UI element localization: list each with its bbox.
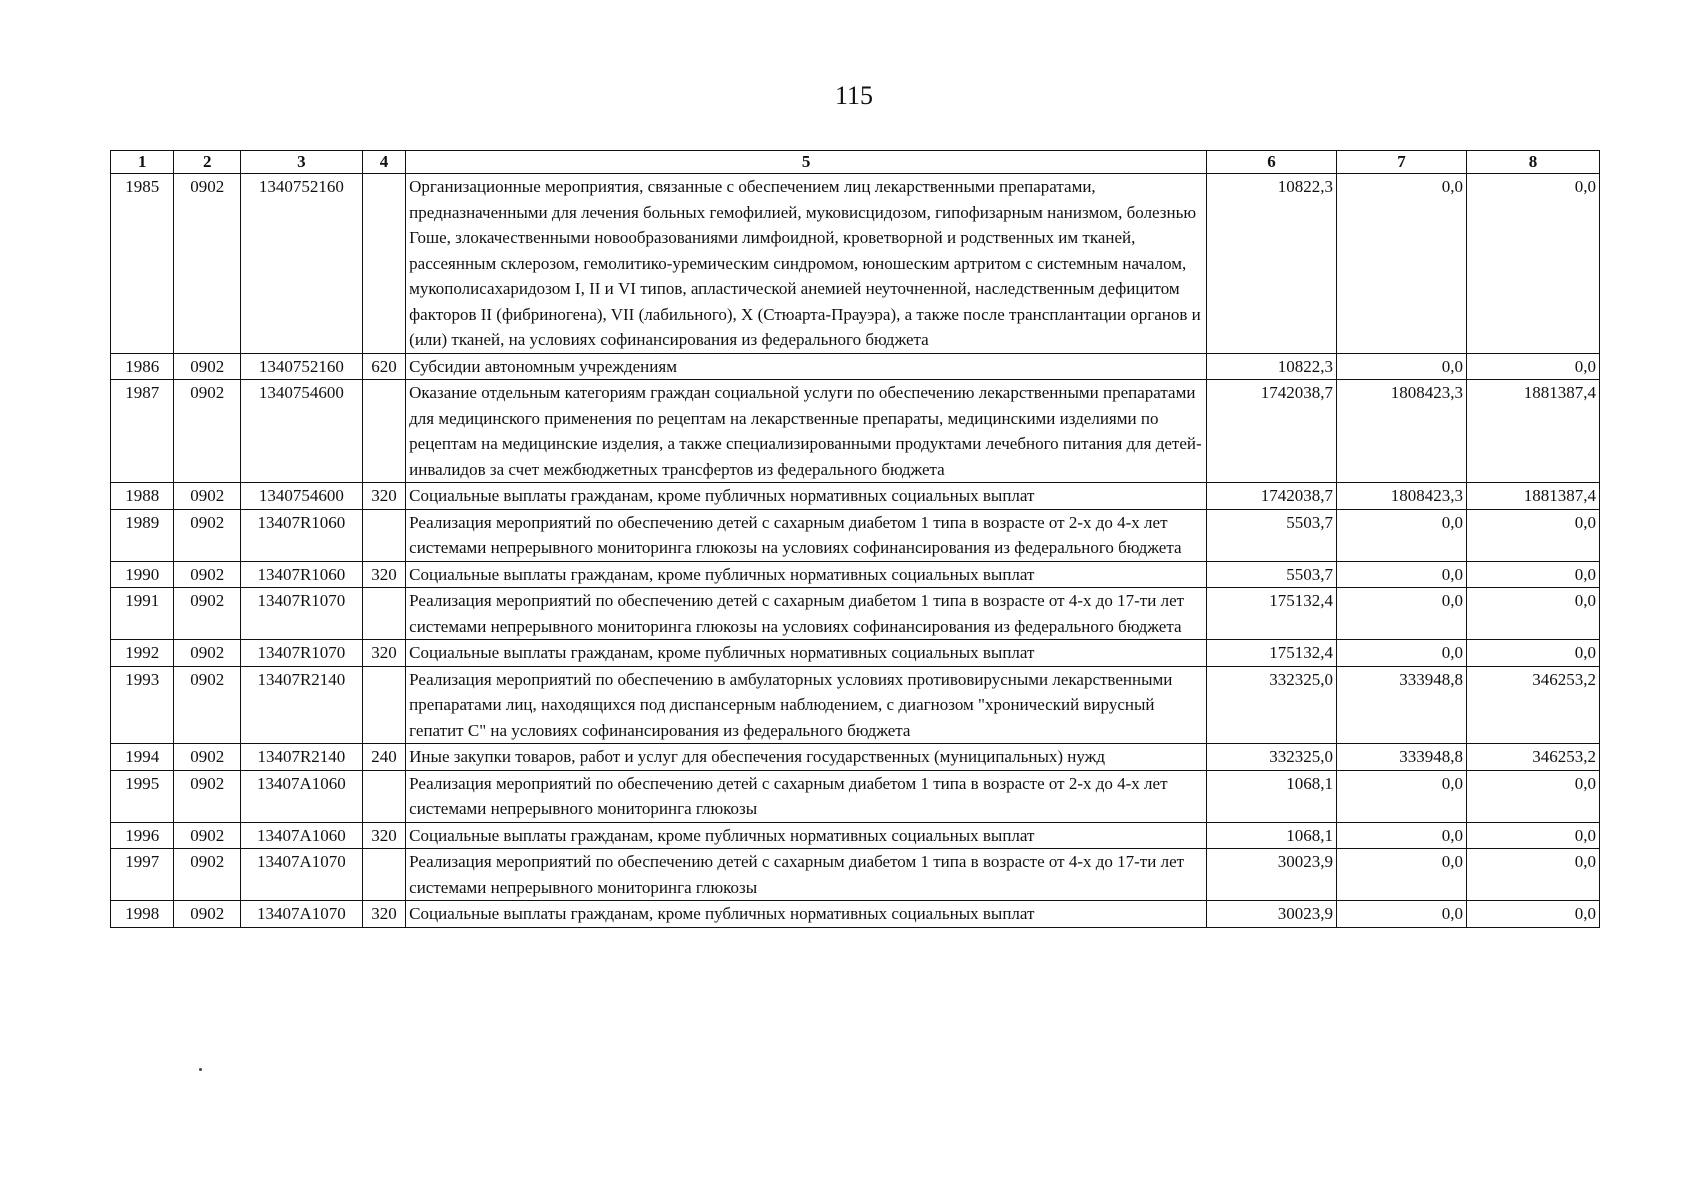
amount-col-6: 10822,3 [1207,353,1337,380]
row-number: 1997 [111,849,174,901]
table-row [111,770,1600,822]
target-article-code: 13407A1060 [240,822,362,849]
amount-col-8: 0,0 [1466,509,1599,561]
expense-type-code [362,509,405,561]
amount-col-8: 0,0 [1466,901,1599,928]
target-article-code: 13407R2140 [240,744,362,771]
expense-type-code [362,666,405,744]
section-code: 0902 [174,822,240,849]
item-name: Оказание отдельным категориям граждан социальной услуги по обеспечению лекарственными препаратами для медицинского применения по рецептам на лекарственные препараты, медицинскими изделиями по рецептам на медицинские изделия, а также специализированными продуктами лечебного питания для детей-инвалидов за счет межбюджетных трансфертов из федерального бюджета [406,380,1207,483]
expense-type-code [362,380,405,483]
target-article-code: 1340752160 [240,353,362,380]
row-number: 1998 [111,901,174,928]
expense-type-code [362,174,405,354]
row-number: 1994 [111,744,174,771]
expense-type-code: 320 [362,561,405,588]
amount-col-8: 0,0 [1466,770,1599,822]
column-header: 2 [174,151,240,174]
column-header: 1 [111,151,174,174]
target-article-code: 1340754600 [240,483,362,510]
row-number: 1996 [111,822,174,849]
page-number: 115 [834,81,874,110]
item-name: Иные закупки товаров, работ и услуг для обеспечения государственных (муниципальных) нужд [406,744,1207,771]
amount-col-8: 1881387,4 [1466,380,1599,483]
table-row [111,744,1600,771]
amount-col-7: 0,0 [1337,822,1467,849]
amount-col-6: 175132,4 [1207,640,1337,667]
table-row [111,509,1600,561]
expense-type-code [362,849,405,901]
section-code: 0902 [174,483,240,510]
expense-type-code: 620 [362,353,405,380]
table-row [111,822,1600,849]
column-header: 8 [1466,151,1599,174]
amount-col-7: 0,0 [1337,770,1467,822]
item-name: Социальные выплаты гражданам, кроме публичных нормативных социальных выплат [406,822,1207,849]
target-article-code: 13407A1070 [240,901,362,928]
row-number: 1985 [111,174,174,354]
expense-type-code [362,588,405,640]
expense-type-code: 240 [362,744,405,771]
table-row [111,588,1600,640]
table-row [111,849,1600,901]
amount-col-7: 0,0 [1337,509,1467,561]
amount-col-6: 5503,7 [1207,561,1337,588]
header-row [111,151,1600,174]
amount-col-7: 0,0 [1337,353,1467,380]
section-code: 0902 [174,174,240,354]
amount-col-7: 0,0 [1337,849,1467,901]
amount-col-8: 346253,2 [1466,744,1599,771]
amount-col-8: 0,0 [1466,174,1599,354]
amount-col-7: 0,0 [1337,640,1467,667]
amount-col-7: 333948,8 [1337,744,1467,771]
item-name: Реализация мероприятий по обеспечению детей с сахарным диабетом 1 типа в возрасте от 2-х до 4-х лет системами непрерывного мониторинга глюкозы [406,770,1207,822]
item-name: Реализация мероприятий по обеспечению детей с сахарным диабетом 1 типа в возрасте от 2-х до 4-х лет системами непрерывного мониторинга глюкозы на условиях софинансирования из федерального бюджета [406,509,1207,561]
row-number: 1989 [111,509,174,561]
expense-type-code: 320 [362,822,405,849]
amount-col-6: 332325,0 [1207,744,1337,771]
amount-col-8: 0,0 [1466,561,1599,588]
amount-col-6: 30023,9 [1207,901,1337,928]
column-header: 7 [1337,151,1467,174]
row-number: 1988 [111,483,174,510]
column-header: 3 [240,151,362,174]
target-article-code: 13407R2140 [240,666,362,744]
amount-col-7: 1808423,3 [1337,483,1467,510]
table-row [111,901,1600,928]
expense-type-code: 320 [362,483,405,510]
amount-col-8: 0,0 [1466,353,1599,380]
row-number: 1987 [111,380,174,483]
amount-col-7: 0,0 [1337,588,1467,640]
item-name: Субсидии автономным учреждениям [406,353,1207,380]
section-code: 0902 [174,666,240,744]
column-header: 5 [406,151,1207,174]
expense-type-code: 320 [362,640,405,667]
amount-col-6: 5503,7 [1207,509,1337,561]
stray-dot [199,1068,202,1071]
expense-type-code [362,770,405,822]
section-code: 0902 [174,588,240,640]
row-number: 1990 [111,561,174,588]
row-number: 1995 [111,770,174,822]
column-header: 4 [362,151,405,174]
amount-col-8: 346253,2 [1466,666,1599,744]
section-code: 0902 [174,509,240,561]
target-article-code: 1340752160 [240,174,362,354]
amount-col-8: 0,0 [1466,640,1599,667]
item-name: Организационные мероприятия, связанные с обеспечением лиц лекарственными препаратами, предназначенными для лечения больных гемофилией, муковисцидозом, гипофизарным нанизмом, болезнью Гоше, злокачественными новообразованиями лимфоидной, кроветворной и родственных им тканей, рассеянным склерозом, гемолитико-уремическим синдромом, юношеским артритом с системным началом, мукополисахаридозом I, II и VI типов, апластической анемией неуточненной, наследственным дефицитом факторов II (фибриногена), VII (лабильного), X (Стюарта-Прауэра), а также после трансплантации органов и (или) тканей, на условиях софинансирования из федерального бюджета [406,174,1207,354]
row-number: 1992 [111,640,174,667]
item-name: Реализация мероприятий по обеспечению детей с сахарным диабетом 1 типа в возрасте от 4-х до 17-ти лет системами непрерывного мониторинга глюкозы [406,849,1207,901]
section-code: 0902 [174,380,240,483]
amount-col-6: 1068,1 [1207,822,1337,849]
column-header: 6 [1207,151,1337,174]
amount-col-8: 0,0 [1466,822,1599,849]
target-article-code: 13407A1060 [240,770,362,822]
table-row [111,174,1600,354]
amount-col-8: 0,0 [1466,588,1599,640]
item-name: Социальные выплаты гражданам, кроме публичных нормативных социальных выплат [406,640,1207,667]
section-code: 0902 [174,744,240,771]
table-row [111,666,1600,744]
item-name: Социальные выплаты гражданам, кроме публичных нормативных социальных выплат [406,561,1207,588]
target-article-code: 13407R1070 [240,640,362,667]
amount-col-6: 1742038,7 [1207,380,1337,483]
budget-table [110,150,1600,928]
item-name: Социальные выплаты гражданам, кроме публичных нормативных социальных выплат [406,483,1207,510]
section-code: 0902 [174,849,240,901]
table-row [111,380,1600,483]
table-row [111,353,1600,380]
target-article-code: 13407R1070 [240,588,362,640]
amount-col-6: 332325,0 [1207,666,1337,744]
table-row [111,561,1600,588]
amount-col-6: 1068,1 [1207,770,1337,822]
target-article-code: 1340754600 [240,380,362,483]
section-code: 0902 [174,640,240,667]
item-name: Реализация мероприятий по обеспечению детей с сахарным диабетом 1 типа в возрасте от 4-х до 17-ти лет системами непрерывного мониторинга глюкозы на условиях софинансирования из федерального бюджета [406,588,1207,640]
target-article-code: 13407A1070 [240,849,362,901]
amount-col-7: 333948,8 [1337,666,1467,744]
section-code: 0902 [174,561,240,588]
item-name: Реализация мероприятий по обеспечению в амбулаторных условиях противовирусными лекарственными препаратами лиц, находящихся под диспансерным наблюдением, с диагнозом "хронический вирусный гепатит С" на условиях софинансирования из федерального бюджета [406,666,1207,744]
row-number: 1991 [111,588,174,640]
table-body [111,174,1600,928]
row-number: 1986 [111,353,174,380]
row-number: 1993 [111,666,174,744]
table-row [111,483,1600,510]
section-code: 0902 [174,770,240,822]
target-article-code: 13407R1060 [240,509,362,561]
section-code: 0902 [174,901,240,928]
expense-type-code: 320 [362,901,405,928]
table-row [111,640,1600,667]
target-article-code: 13407R1060 [240,561,362,588]
amount-col-7: 0,0 [1337,174,1467,354]
amount-col-6: 30023,9 [1207,849,1337,901]
section-code: 0902 [174,353,240,380]
amount-col-6: 175132,4 [1207,588,1337,640]
amount-col-7: 0,0 [1337,561,1467,588]
amount-col-7: 0,0 [1337,901,1467,928]
amount-col-8: 1881387,4 [1466,483,1599,510]
amount-col-6: 1742038,7 [1207,483,1337,510]
item-name: Социальные выплаты гражданам, кроме публичных нормативных социальных выплат [406,901,1207,928]
amount-col-6: 10822,3 [1207,174,1337,354]
amount-col-8: 0,0 [1466,849,1599,901]
amount-col-7: 1808423,3 [1337,380,1467,483]
